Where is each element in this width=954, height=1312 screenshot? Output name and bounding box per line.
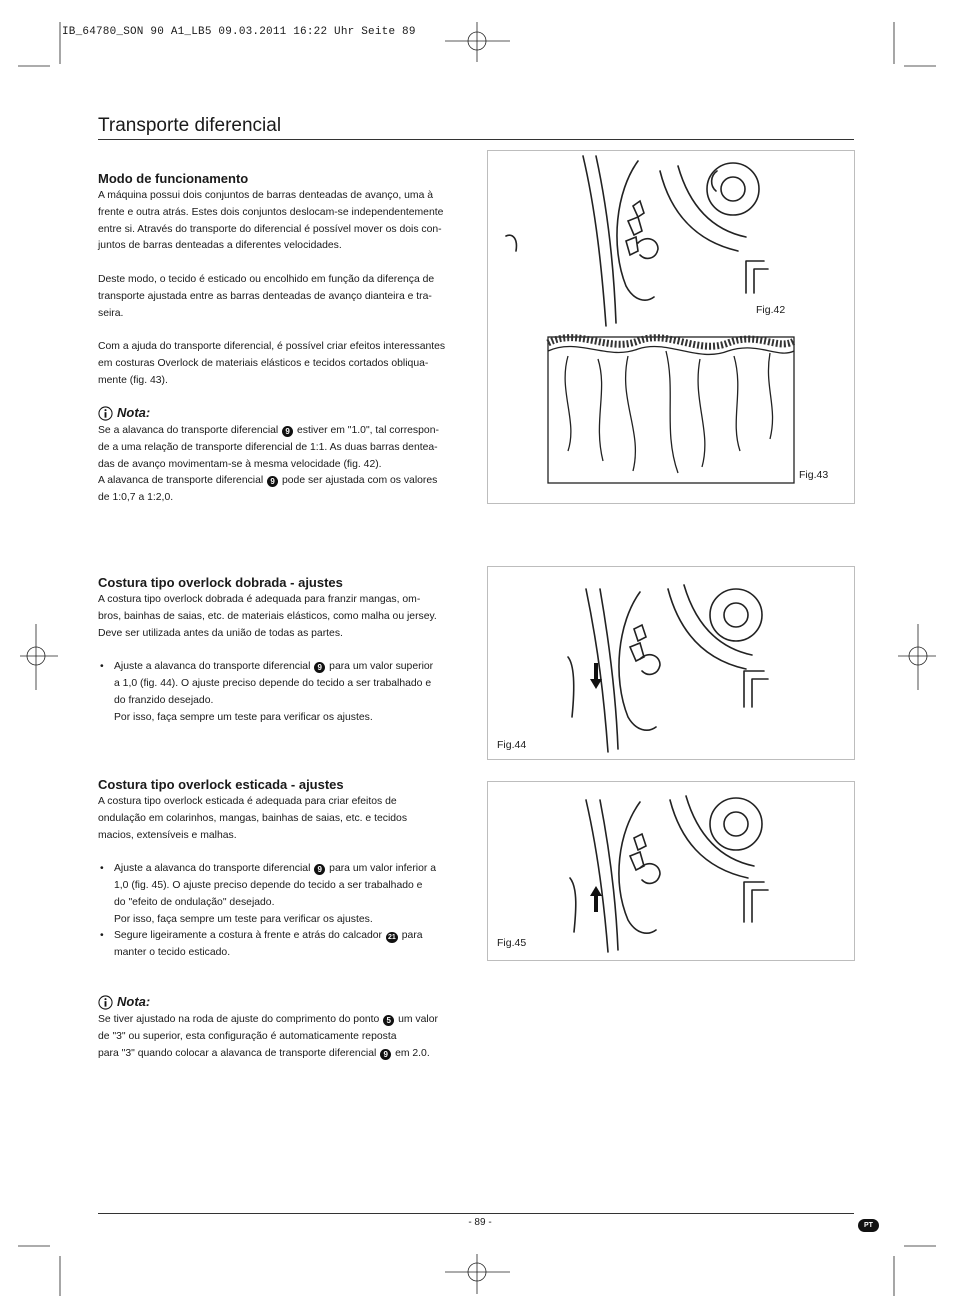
paragraph-line: mente (fig. 43). (98, 374, 168, 386)
paragraph-line: A costura tipo overlock dobrada é adequada para franzir mangas, om- (98, 594, 421, 605)
paragraph-line: para "3" quando colocar a alavanca de transporte diferencial 9 em 2.0. (98, 1047, 430, 1059)
figure-caption: Fig.42 (756, 304, 786, 316)
paragraph-line: Deste modo, o tecido é esticado ou encolhido em função da diferença de (98, 273, 435, 285)
paragraph-line: A alavanca de transporte diferencial 9 pode ser ajustada com os valores (98, 475, 438, 487)
paragraph-line: ondulação em colarinhos, mangas, bainhas de saias, etc. e tecidos (98, 812, 408, 824)
paragraph-line: frente e outra atrás. Estes dois conjuntos deslocam-se independentemente (98, 206, 444, 218)
paragraph-line: juntos de barras denteadas a diferentes velocidades. (98, 240, 342, 252)
machine-illustration (488, 151, 854, 503)
figure-caption: Fig.44 (497, 739, 527, 751)
ref-badge: 21 (386, 932, 398, 943)
figure-44 (487, 566, 855, 760)
bullet-list (98, 659, 468, 726)
paragraph-line: A costura tipo overlock esticada é adequada para criar efeitos de (98, 796, 397, 807)
section-heading: Costura tipo overlock dobrada - ajustes (98, 575, 343, 590)
paragraph-line: das de avanço movimentam-se à mesma velocidade (fig. 42). (98, 458, 382, 470)
list-item: • Ajuste a alavanca do transporte diferencial 9 para um valor inferior a 1,0 (fig. 45). O ajuste preciso depende do tecido a ser trabalhado e do "efeito de ondulação" desejado. Por isso, faça sempre um teste para verificar os ajustes. (98, 861, 468, 928)
page-title: Transporte diferencial (98, 115, 282, 136)
ref-badge: 5 (383, 1015, 394, 1026)
page-number: - 89 - (468, 1217, 492, 1228)
figure-42-43 (487, 150, 855, 504)
paragraph-line: bros, bainhas de saias, etc. de materiais elásticos, como malha ou jersey. (98, 610, 437, 622)
list-item: • Ajuste a alavanca do transporte diferencial 9 para um valor superior a 1,0 (fig. 44). O ajuste preciso depende do tecido a ser trabalhado e do franzido desejado. Por isso, faça sempre um teste para verificar os ajustes. (98, 659, 468, 726)
figure-45 (487, 781, 855, 961)
figure-caption: Fig.45 (497, 937, 527, 949)
ref-badge: 9 (267, 476, 278, 487)
section-dobrada (98, 574, 468, 726)
paragraph-line: de a uma relação de transporte diferencial de 1:1. As duas barras dentea- (98, 441, 438, 453)
paragraph-line: Se a alavanca do transporte diferencial 9 estiver em "1.0", tal correspon- (98, 425, 439, 436)
section-modo (98, 170, 468, 390)
note-heading (98, 992, 468, 1012)
ref-badge: 9 (282, 426, 293, 437)
list-item: • Segure ligeiramente a costura à frente e atrás do calcador 21 para manter o tecido esticado. (98, 928, 468, 962)
machine-illustration (488, 567, 854, 759)
paragraph-line: Deve ser utilizada antes da união de todas as partes. (98, 627, 343, 639)
paragraph-line: Se tiver ajustado na roda de ajuste do comprimento do ponto 5 um valor (98, 1014, 438, 1025)
paragraph-line: de 1:0,7 a 1:2,0. (98, 492, 174, 504)
paragraph-line: entre si. Através do transporte do diferencial é possível mover os dois con- (98, 223, 442, 235)
note-heading-text: Nota: (117, 993, 151, 1009)
note-1 (98, 403, 468, 507)
section-heading: Modo de funcionamento (98, 171, 249, 186)
language-badge: PT (858, 1219, 879, 1232)
section-heading: Costura tipo overlock esticada - ajustes (98, 777, 344, 792)
note-heading-text: Nota: (117, 404, 151, 420)
figure-caption: Fig.43 (799, 469, 829, 481)
title-divider (98, 139, 854, 140)
paragraph-line: de "3" ou superior, esta configuração é automaticamente reposta (98, 1030, 397, 1042)
section-esticada (98, 776, 468, 962)
paragraph-line: transporte ajustada entre as barras denteadas de avanço dianteira e tra- (98, 290, 432, 302)
arrow-up-icon (590, 886, 602, 912)
bullet-list (98, 861, 468, 962)
machine-illustration (488, 782, 854, 960)
ref-badge: 9 (314, 662, 325, 673)
paragraph-line: seira. (98, 307, 124, 319)
paragraph-line: A máquina possui dois conjuntos de barras denteadas de avanço, uma à (98, 190, 434, 201)
paragraph-line: Com a ajuda do transporte diferencial, é possível criar efeitos interessantes (98, 341, 446, 353)
footer-divider (98, 1213, 854, 1214)
paragraph-line: macios, extensíveis e malhas. (98, 829, 237, 841)
note-2 (98, 992, 468, 1062)
info-icon (98, 995, 113, 1010)
ref-badge: 9 (380, 1049, 391, 1060)
print-slug: IB_64780_SON 90 A1_LB5 09.03.2011 16:22 Uhr Seite 89 (62, 26, 416, 38)
paragraph-line: em costuras Overlock de materiais elásticos e tecidos cortados obliqua- (98, 357, 429, 369)
info-icon (98, 406, 113, 421)
note-heading (98, 403, 468, 423)
ref-badge: 9 (314, 864, 325, 875)
